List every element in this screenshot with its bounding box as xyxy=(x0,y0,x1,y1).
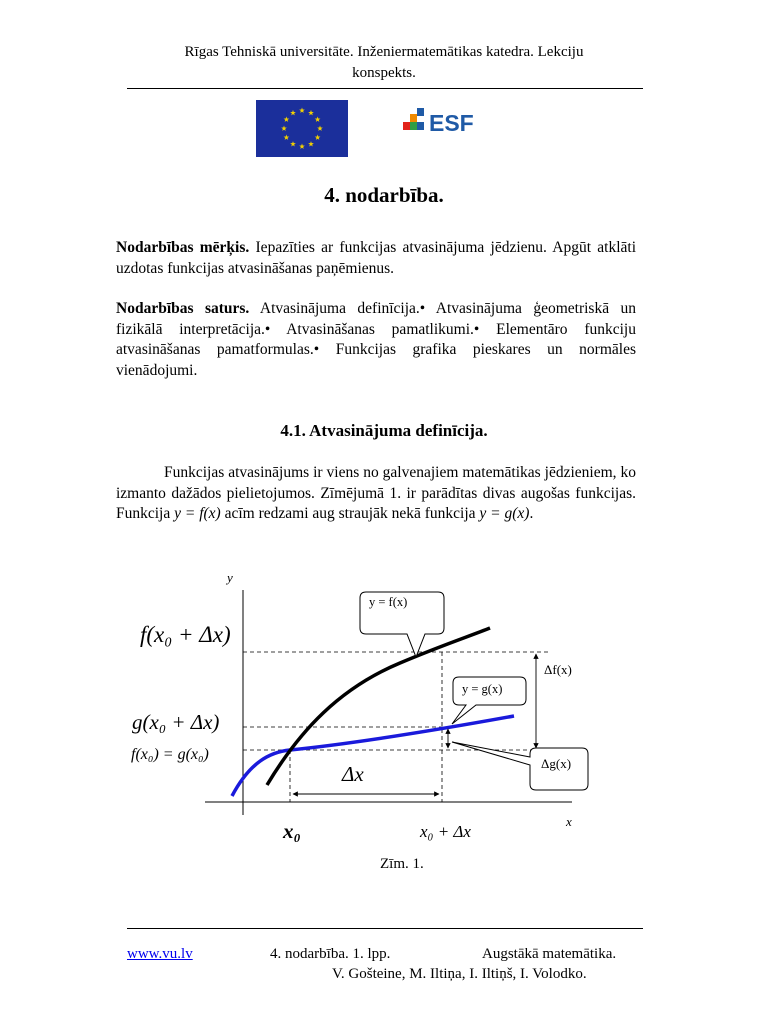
delta-g-label: Δg(x) xyxy=(541,756,572,771)
curve-f xyxy=(267,628,490,785)
guide-lines xyxy=(243,652,548,802)
content-paragraph xyxy=(116,299,636,381)
y-axis-label: y xyxy=(227,570,233,585)
content-label: Nodarbības saturs. xyxy=(116,300,250,317)
esf-logo xyxy=(400,108,480,136)
footer-course: Augstākā matemātika. xyxy=(482,946,617,962)
tick-x0: x₀ xyxy=(283,819,301,843)
header-divider xyxy=(127,88,643,89)
callout-f-label: y = f(x) xyxy=(369,595,408,609)
delta-f-label: Δf(x) xyxy=(544,662,572,677)
eu-flag-logo xyxy=(256,100,348,157)
intro-text-1: Funkcijas atvasinājums ir viens no galvenajiem matemātikas jēdzieniem, ko izmanto dažādos pielietojumos. Zīmējumā 1. ir parādītas divas augošas funkcijas. Funkcija xyxy=(116,464,636,522)
intro-f-equation: y = f(x) xyxy=(174,505,221,522)
label-f-x0-dx: f(x₀ + Δx) xyxy=(140,622,231,647)
footer-divider xyxy=(127,928,643,929)
derivative-figure xyxy=(0,560,768,880)
intro-paragraph xyxy=(116,463,636,525)
tick-x0-dx: x₀ + Δx xyxy=(420,822,471,841)
footer-page: 4. nodarbība. 1. lpp. xyxy=(270,946,391,962)
intro-g-equation: y = g(x) xyxy=(479,505,530,522)
x-axis-label: x xyxy=(566,814,572,829)
content-text: Atvasinājuma definīcija.• Atvasinājuma ģeometriskā un fizikālā interpretācija.• Atvasināšanas pamatlikumi.• Elementāro funkciju atvasināšanas pamatformulas.• Funkcijas grafika pieskares un normāles vienādojumi. xyxy=(116,300,636,379)
label-f-eq-g: f(x₀) = g(x₀) xyxy=(131,746,209,763)
footer-authors: V. Gošteine, M. Iltiņa, I. Iltiņš, I. Volodko. xyxy=(332,966,587,982)
callout-g-label: y = g(x) xyxy=(462,682,503,696)
footer-link[interactable]: www.vu.lv xyxy=(127,946,193,962)
goal-text: Iepazīties ar funkcijas atvasinājuma jēdzienu. Apgūt atklāti uzdotas funkcijas atvasināšanas paņēmienus. xyxy=(116,239,636,277)
intro-text-3: . xyxy=(529,505,534,522)
header-line-2: konspekts. xyxy=(352,65,416,81)
page-title: 4. nodarbība. xyxy=(324,183,444,207)
curve-g xyxy=(232,716,514,796)
goal-label: Nodarbības mērķis. xyxy=(116,239,250,256)
label-g-x0-dx: g(x₀ + Δx) xyxy=(132,710,220,734)
intro-text-2: acīm redzami aug straujāk nekā funkcija xyxy=(220,505,480,522)
header-line-1: Rīgas Tehniskā universitāte. Inženiermatemātikas katedra. Lekciju xyxy=(184,44,584,60)
esf-text: ESF xyxy=(429,110,474,136)
goal-paragraph xyxy=(116,238,636,279)
figure-caption: Zīm. 1. xyxy=(380,856,424,872)
delta-x-label: Δx xyxy=(342,762,364,786)
section-title: 4.1. Atvasinājuma definīcija. xyxy=(280,421,488,440)
